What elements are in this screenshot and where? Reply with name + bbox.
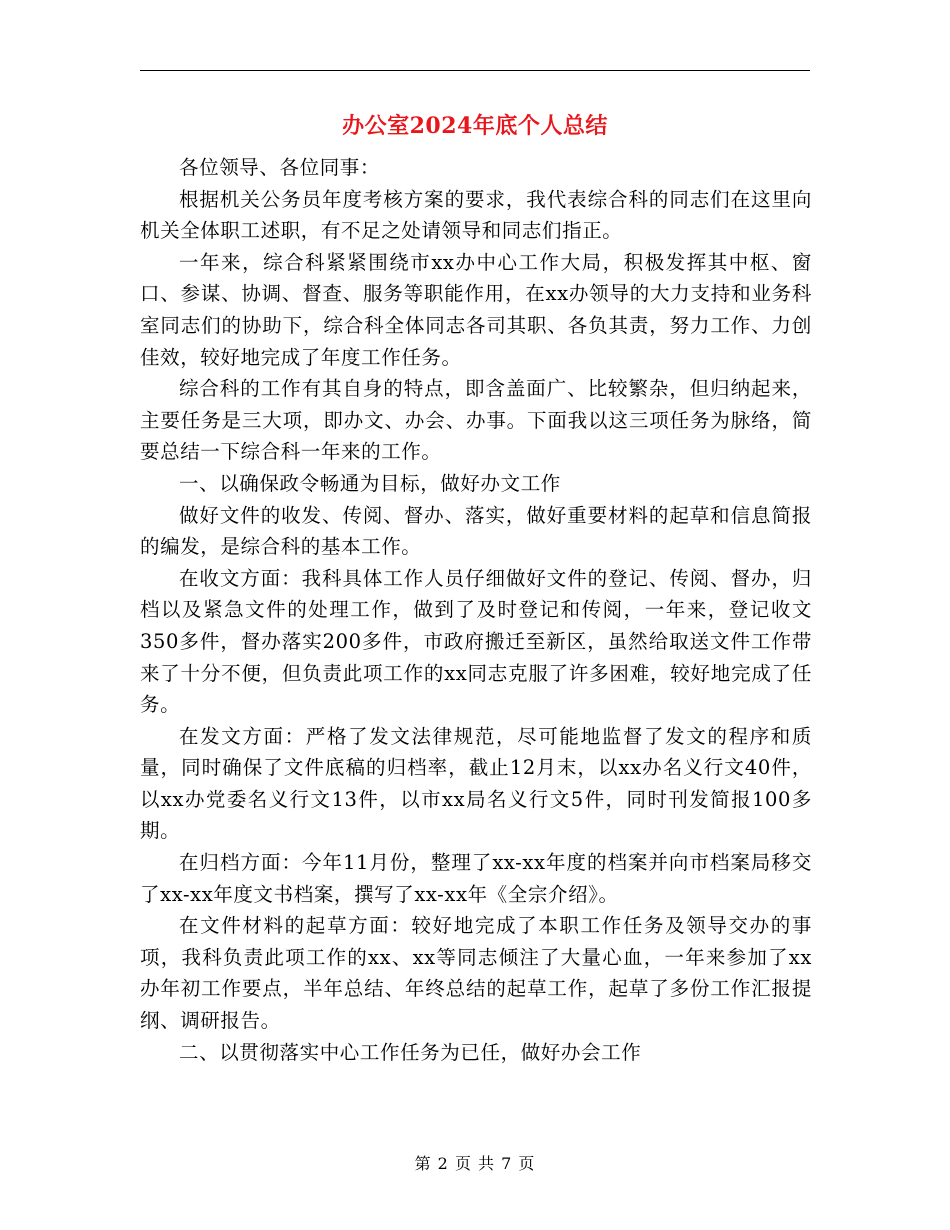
paragraph-drafting: 在文件材料的起草方面：较好地完成了本职工作任务及领导交办的事项，我科负责此项工作的xx、xx等同志倾注了大量心血，一年来参加了xx办年初工作要点，半年总结、年终总结的起草工作，起草了多份工作汇报提纲、调研报告。 — [140, 914, 812, 1033]
paragraph-intro: 根据机关公务员年度考核方案的要求，我代表综合科的同志们在这里向机关全体职工述职，有不足之处请领导和同志们指正。 — [140, 187, 812, 243]
document-title: 办公室2024年底个人总结 — [342, 113, 608, 139]
paragraph-archiving: 在归档方面：今年11月份，整理了xx-xx年度的档案并向市档案局移交了xx-xx年度文书档案，撰写了xx-xx年《全宗介绍》。 — [140, 851, 812, 906]
paragraph-features: 综合科的工作有其自身的特点，即含盖面广、比较繁杂，但归纳起来，主要任务是三大项，即办文、办会、办事。下面我以这三项任务为脉络，简要总结一下综合科一年来的工作。 — [140, 377, 812, 464]
section-heading-1: 一、以确保政令畅通为目标，做好办文工作 — [179, 471, 561, 495]
paragraph-basic-work: 做好文件的收发、传阅、督办、落实，做好重要材料的起草和信息简报的编发，是综合科的基本工作。 — [140, 503, 812, 559]
page-footer: 第 2 页 共 7 页 — [414, 1154, 536, 1173]
header-rule — [140, 70, 810, 71]
document-body — [140, 152, 812, 1068]
paragraph-receiving: 在收文方面：我科具体工作人员仔细做好文件的登记、传阅、督办，归档以及紧急文件的处理工作，做到了及时登记和传阅，一年来，登记收文350多件，督办落实200多件，市政府搬迁至新区，虽然给取送文件工作带来了十分不便，但负责此项工作的xx同志克服了许多困难，较好地完成了任务。 — [140, 566, 812, 717]
paragraph-overview: 一年来，综合科紧紧围绕市xx办中心工作大局，积极发挥其中枢、窗口、参谋、协调、督查、服务等职能作用，在xx办领导的大力支持和业务科室同志们的协助下，综合科全体同志各司其职、各负其责，努力工作、力创佳效，较好地完成了年度工作任务。 — [140, 250, 812, 369]
salutation: 各位领导、各位同事： — [179, 156, 381, 179]
section-heading-2: 二、以贯彻落实中心工作任务为已任，做好办会工作 — [179, 1040, 642, 1064]
paragraph-issuing: 在发文方面：严格了发文法律规范，尽可能地监督了发文的程序和质量，同时确保了文件底稿的归档率，截止12月末，以xx办名义行文40件，以xx办党委名义行文13件，以市xx局名义行文5件，同时刊发简报100多期。 — [140, 724, 812, 843]
